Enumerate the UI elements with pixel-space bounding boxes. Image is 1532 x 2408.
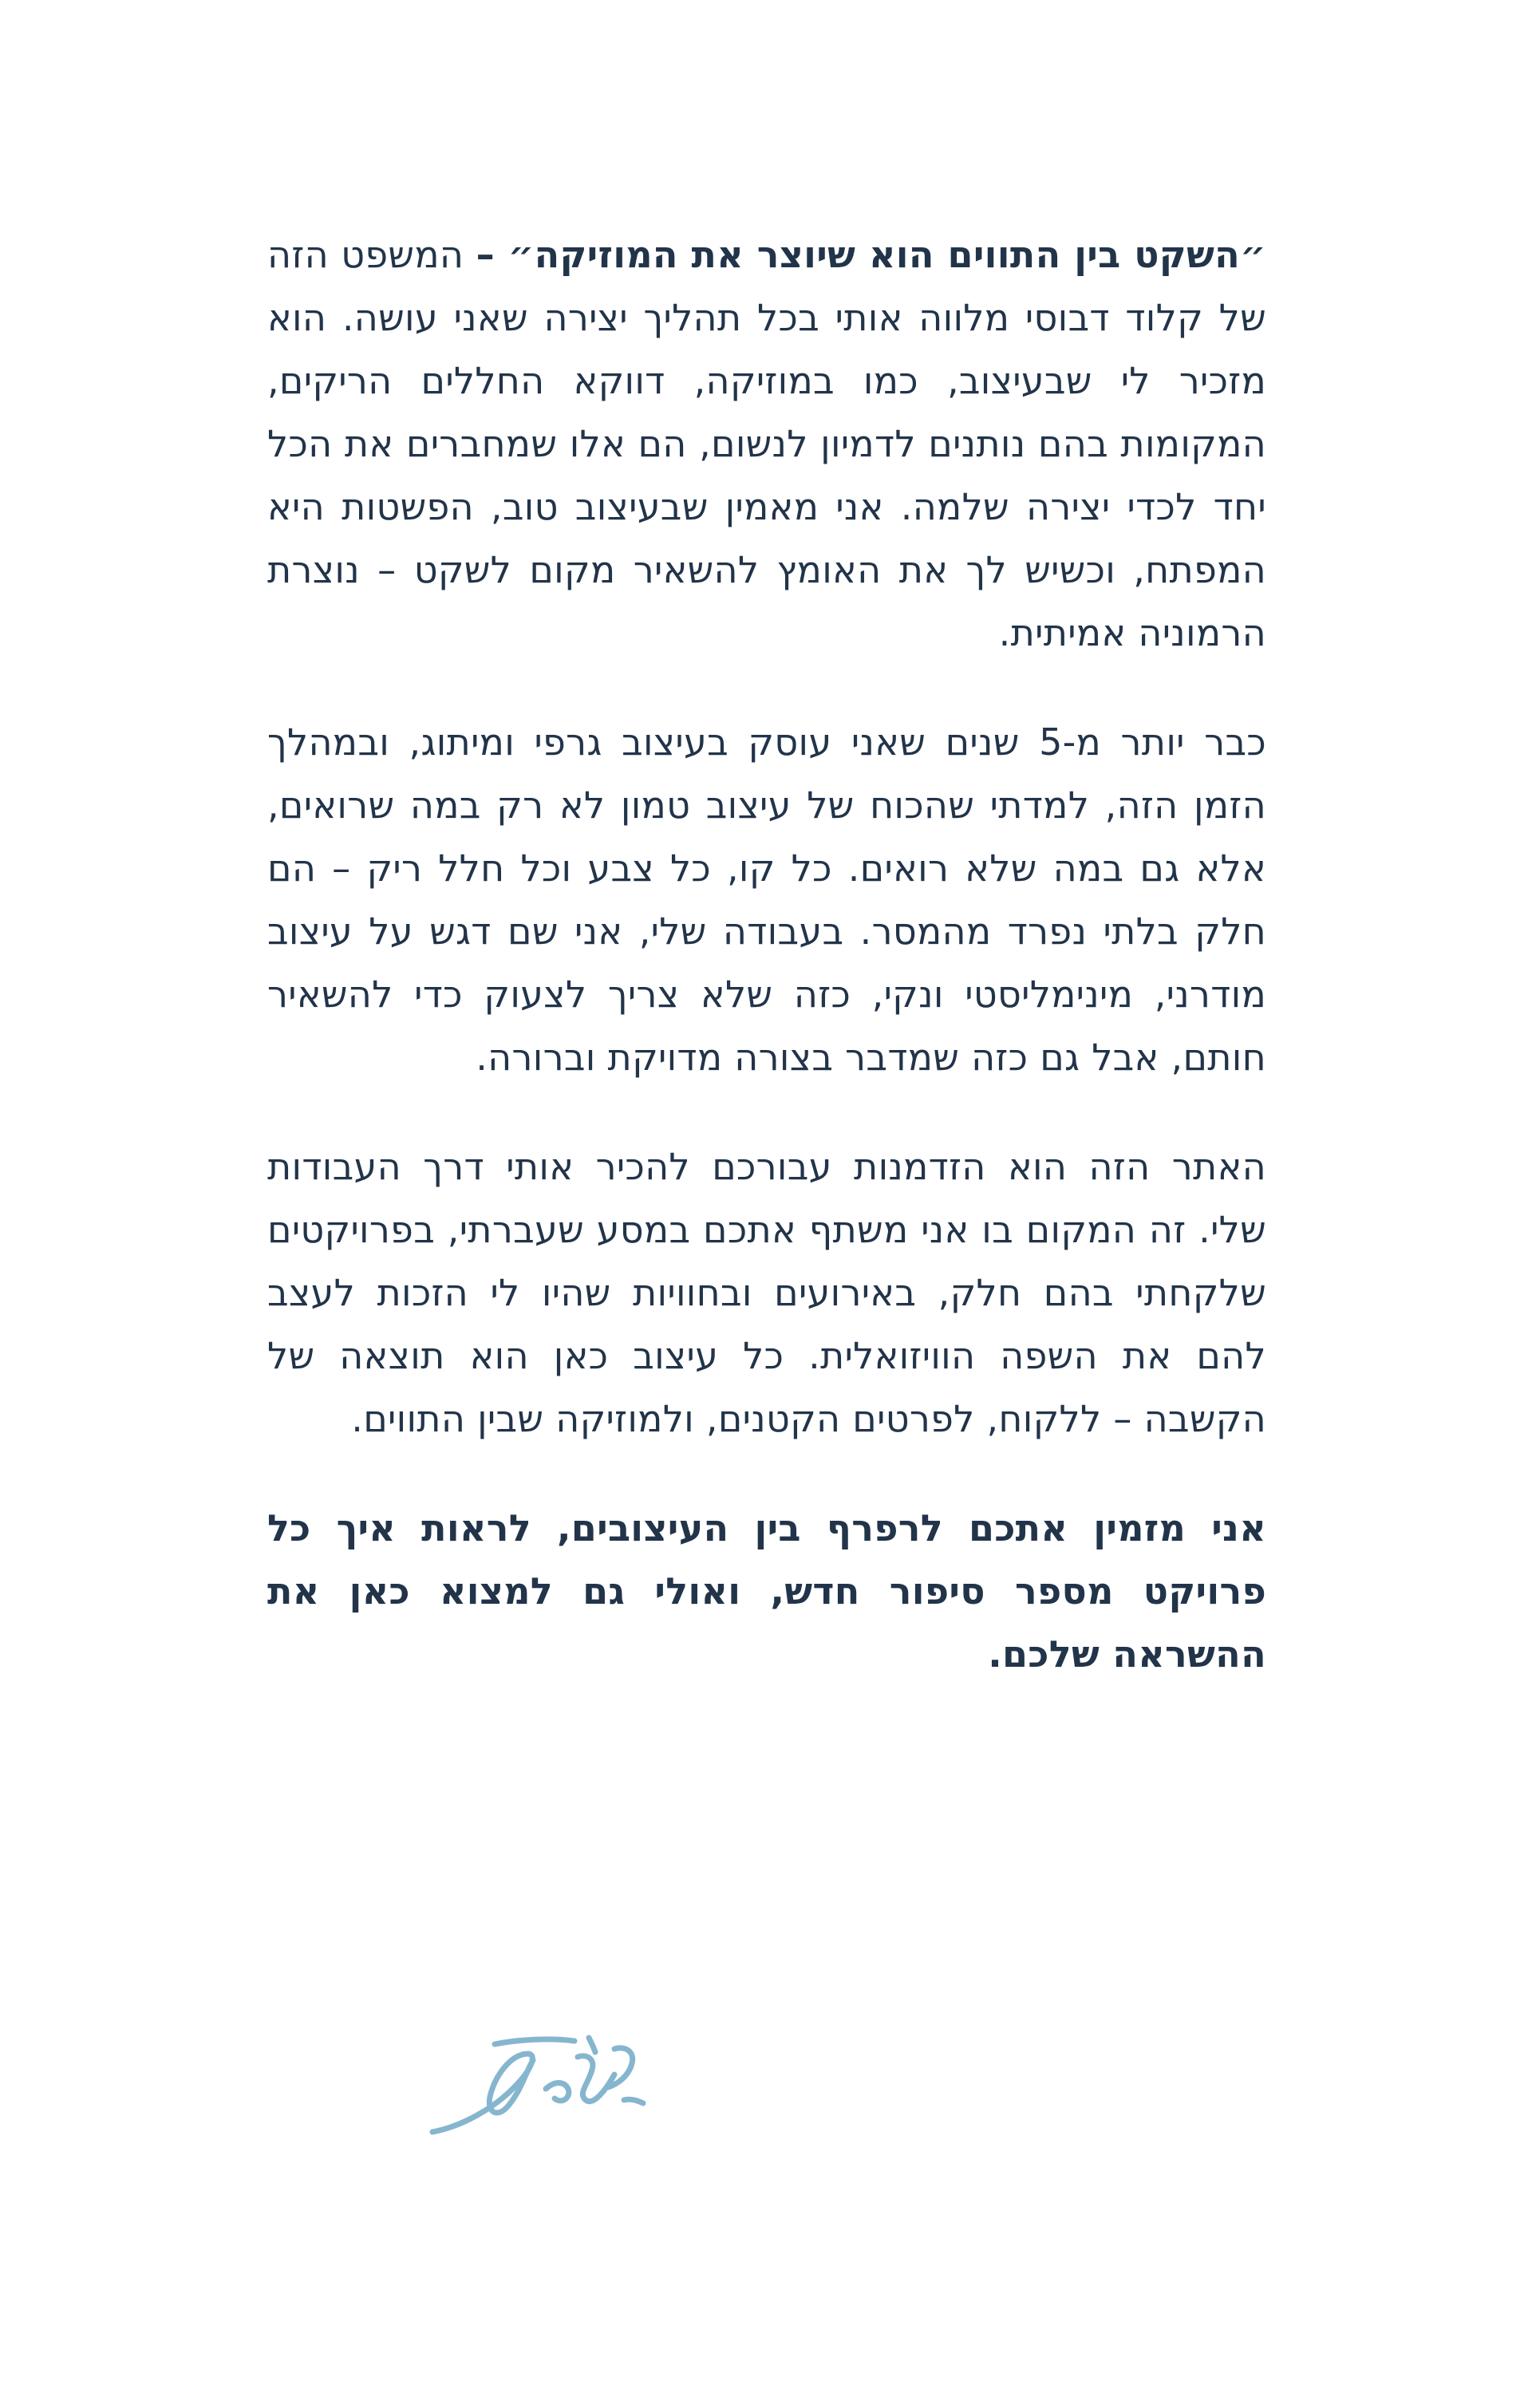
intro-quote: ״השקט בין התווים הוא שיוצר את המוזיקה״ – [476,233,1267,276]
closing-paragraph: אני מזמין אתכם לרפרף בין העיצובים, לראות איך כל פרויקט מספר סיפור חדש, ואולי גם למצוא כאן את ההשראה שלכם. [267,1506,1266,1676]
signature-icon [423,2027,654,2146]
experience-paragraph: כבר יותר מ-5 שנים שאני עוסק בעיצוב גרפי ומיתוג, ובמהלך הזמן הזה, למדתי שהכוח של עיצוב טמון לא רק במה שרואים, אלא גם במה שלא רואים. כל קו, כל צבע וכל חלל ריק – הם חלק בלתי נפרד מהמסר. בעבודה שלי, אני שם דגש על עיצוב מודרני, מינימליסטי ונקי, כזה שלא צריך לצעוק כדי להשאיר חותם, אבל גם כזה שמדבר בצורה מדויקת וברורה. [267,720,1266,1079]
website-paragraph: האתר הזה הוא הזדמנות עבורכם להכיר אותי דרך העבודות שלי. זה המקום בו אני משתף אתכם במסע שעברתי, בפרויקטים שלקחתי בהם חלק, באירועים ובחוויות שהיו לי הזכות לעצב להם את השפה הוויזואלית. כל עיצוב כאן הוא תוצאה של הקשבה – ללקוח, לפרטים הקטנים, ולמוזיקה שבין התווים. [267,1145,1266,1440]
intro-body: המשפט הזה של קלוד דבוסי מלווה אותי בכל תהליך יצירה שאני עושה. הוא מזכיר לי שבעיצוב, כמו במוזיקה, דווקא החללים הריקים, המקומות בהם נותנים לדמיון לנשום, הם אלו שמחברים את הכל יחד לכדי יצירה שלמה. אני מאמין שבעיצוב טוב, הפשטות היא המפתח, וכשיש לך את האומץ להשאיר מקום לשקט – נוצרת הרמוניה אמיתית. [267,233,1266,654]
about-text [267,223,1266,1732]
intro-paragraph [267,223,1266,665]
